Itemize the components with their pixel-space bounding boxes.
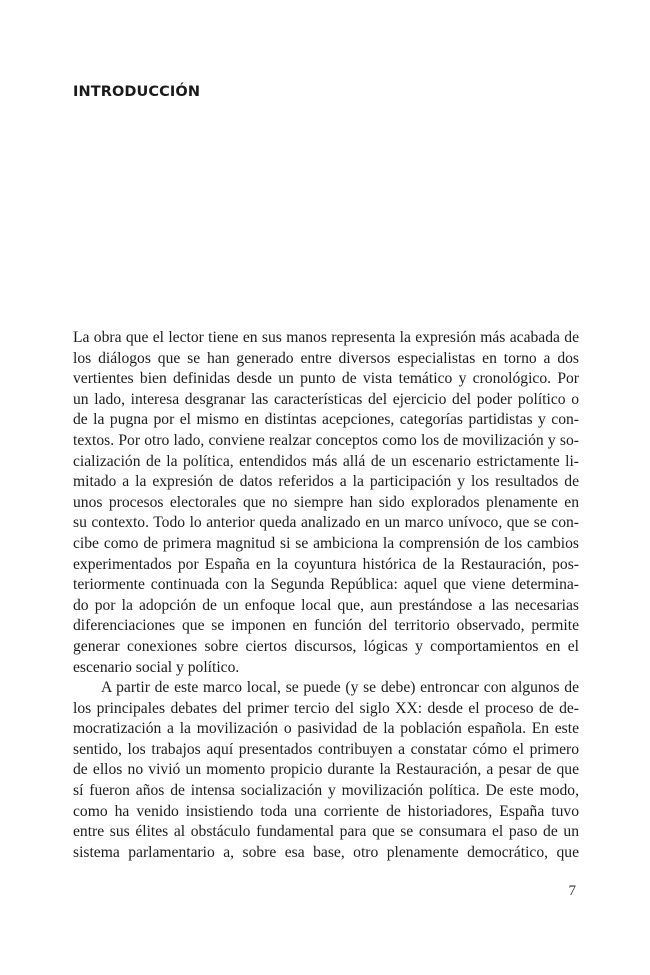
text-line: diferenciaciones que se imponen en función del territorio observado, permite [73, 617, 579, 635]
text-line: de ellos no vivió un momento propicio durante la Restauración, a pesar de que [73, 761, 579, 779]
text-line: experimentados por España en la coyuntura histórica de la Restauración, pos- [73, 555, 579, 573]
text-line: sentido, los trabajos aquí presentados contribuyen a constatar cómo el primero [73, 740, 579, 758]
text-line: mitado a la expresión de datos referidos a la participación y los resultados de [73, 473, 579, 491]
text-line: cialización de la política, entendidos más allá de un escenario estrictamente li- [73, 452, 579, 470]
text-line: un lado, interesa desgranar las características del ejercicio del poder político o [73, 390, 579, 408]
text-line: los diálogos que se han generado entre diversos especialistas en torno a dos [73, 349, 579, 367]
text-line: de la pugna por el mismo en distintas acepciones, categorías partidistas y con- [73, 411, 579, 429]
text-line: do por la adopción de un enfoque local que, aun prestándose a las necesarias [73, 596, 579, 614]
body-text [73, 328, 579, 863]
text-line: generar conexiones sobre ciertos discursos, lógicas y comportamientos en el [73, 637, 579, 655]
text-line: A partir de este marco local, se puede (y se debe) entroncar con algunos de [101, 679, 579, 697]
text-line: cibe como de primera magnitud si se ambiciona la comprensión de los cambios [73, 534, 579, 552]
page-number: 7 [568, 883, 576, 899]
text-line: sistema parlamentario a, sobre esa base, otro plenamente democrático, que [73, 843, 579, 861]
text-line: mocratización a la movilización o pasividad de la población española. En este [73, 720, 579, 738]
chapter-heading: INTRODUCCIÓN [73, 84, 201, 100]
text-line: entre sus élites al obstáculo fundamental para que se consumara el paso de un [73, 823, 579, 841]
text-line: unos procesos electorales que no siempre han sido explorados plenamente en [73, 493, 579, 511]
text-line: sí fueron años de intensa socialización y movilización política. De este modo, [73, 782, 579, 800]
text-line: textos. Por otro lado, conviene realzar conceptos como los de movilización y so- [73, 431, 579, 449]
text-line: vertientes bien definidas desde un punto de vista temático y cronológico. Por [73, 370, 579, 388]
text-line: como ha venido insistiendo toda una corriente de historiadores, España tuvo [73, 802, 579, 820]
text-line: teriormente continuada con la Segunda República: aquel que viene determina- [73, 576, 579, 594]
text-line: su contexto. Todo lo anterior queda analizado en un marco unívoco, que se con- [73, 514, 579, 532]
paragraph-1 [73, 328, 579, 678]
paragraph-2 [73, 678, 579, 863]
text-line: escenario social y político. [73, 658, 240, 676]
text-line: La obra que el lector tiene en sus manos representa la expresión más acabada de [73, 329, 579, 346]
text-line: los principales debates del primer tercio del siglo XX: desde el proceso de de- [73, 699, 579, 717]
